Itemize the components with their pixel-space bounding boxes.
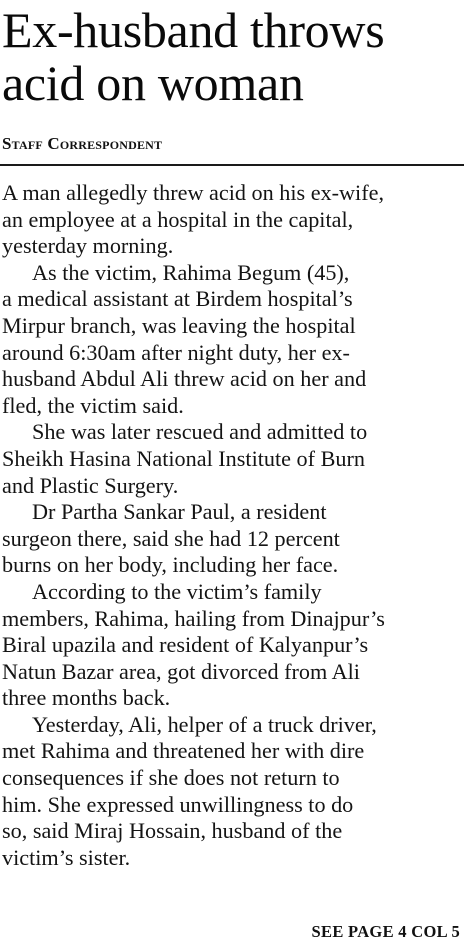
paragraph-line: him. She expressed unwillingness to do	[2, 791, 354, 817]
headline-line-2: acid on woman	[2, 55, 304, 111]
paragraph-line: Yesterday, Ali, helper of a truck driver,	[32, 711, 377, 737]
paragraph-line: met Rahima and threatened her with dire	[2, 738, 365, 764]
byline: Staff Correspondent	[2, 134, 163, 153]
paragraph-line: husband Abdul Ali threw acid on her and	[2, 366, 367, 392]
paragraph-1	[2, 180, 462, 260]
paragraph-line: so, said Miraj Hossain, husband of the	[2, 818, 343, 844]
paragraph-line: around 6:30am after night duty, her ex-	[2, 339, 350, 365]
paragraph-line: Biral upazila and resident of Kalyanpur’s	[2, 632, 369, 658]
paragraph-line: yesterday morning.	[2, 233, 174, 259]
paragraph-line: Dr Partha Sankar Paul, a resident	[32, 499, 327, 525]
paragraph-line: Sheikh Hasina National Institute of Burn	[2, 445, 365, 471]
paragraph-line: three months back.	[2, 685, 171, 711]
paragraph-6	[2, 712, 462, 872]
headline-line-1: Ex-husband throws	[2, 2, 385, 58]
paragraph-2	[2, 260, 462, 420]
paragraph-line: members, Rahima, hailing from Dinajpur’s	[2, 605, 385, 631]
paragraph-line: a medical assistant at Birdem hospital’s	[2, 286, 353, 312]
paragraph-line: Natun Bazar area, got divorced from Ali	[2, 658, 360, 684]
paragraph-line: According to the victim’s family	[32, 578, 322, 604]
paragraph-line: She was later rescued and admitted to	[32, 419, 368, 445]
paragraph-line: consequences if she does not return to	[2, 765, 340, 791]
paragraph-line: an employee at a hospital in the capital,	[2, 206, 354, 232]
article-body	[2, 180, 462, 871]
paragraph-line: burns on her body, including her face.	[2, 552, 339, 578]
paragraph-line: A man allegedly threw acid on his ex-wife,	[2, 180, 384, 205]
byline-divider	[0, 164, 464, 166]
paragraph-line: Mirpur branch, was leaving the hospital	[2, 312, 356, 338]
headline	[2, 4, 464, 110]
paragraph-line: and Plastic Surgery.	[2, 472, 179, 498]
paragraph-5	[2, 579, 462, 712]
paragraph-line: fled, the victim said.	[2, 392, 184, 418]
paragraph-4	[2, 499, 462, 579]
paragraph-3	[2, 419, 462, 499]
paragraph-line: victim’s sister.	[2, 844, 131, 870]
paragraph-line: surgeon there, said she had 12 percent	[2, 525, 340, 551]
continuation-jump-line: SEE PAGE 4 COL 5	[311, 922, 460, 941]
paragraph-line: As the victim, Rahima Begum (45),	[32, 259, 350, 285]
